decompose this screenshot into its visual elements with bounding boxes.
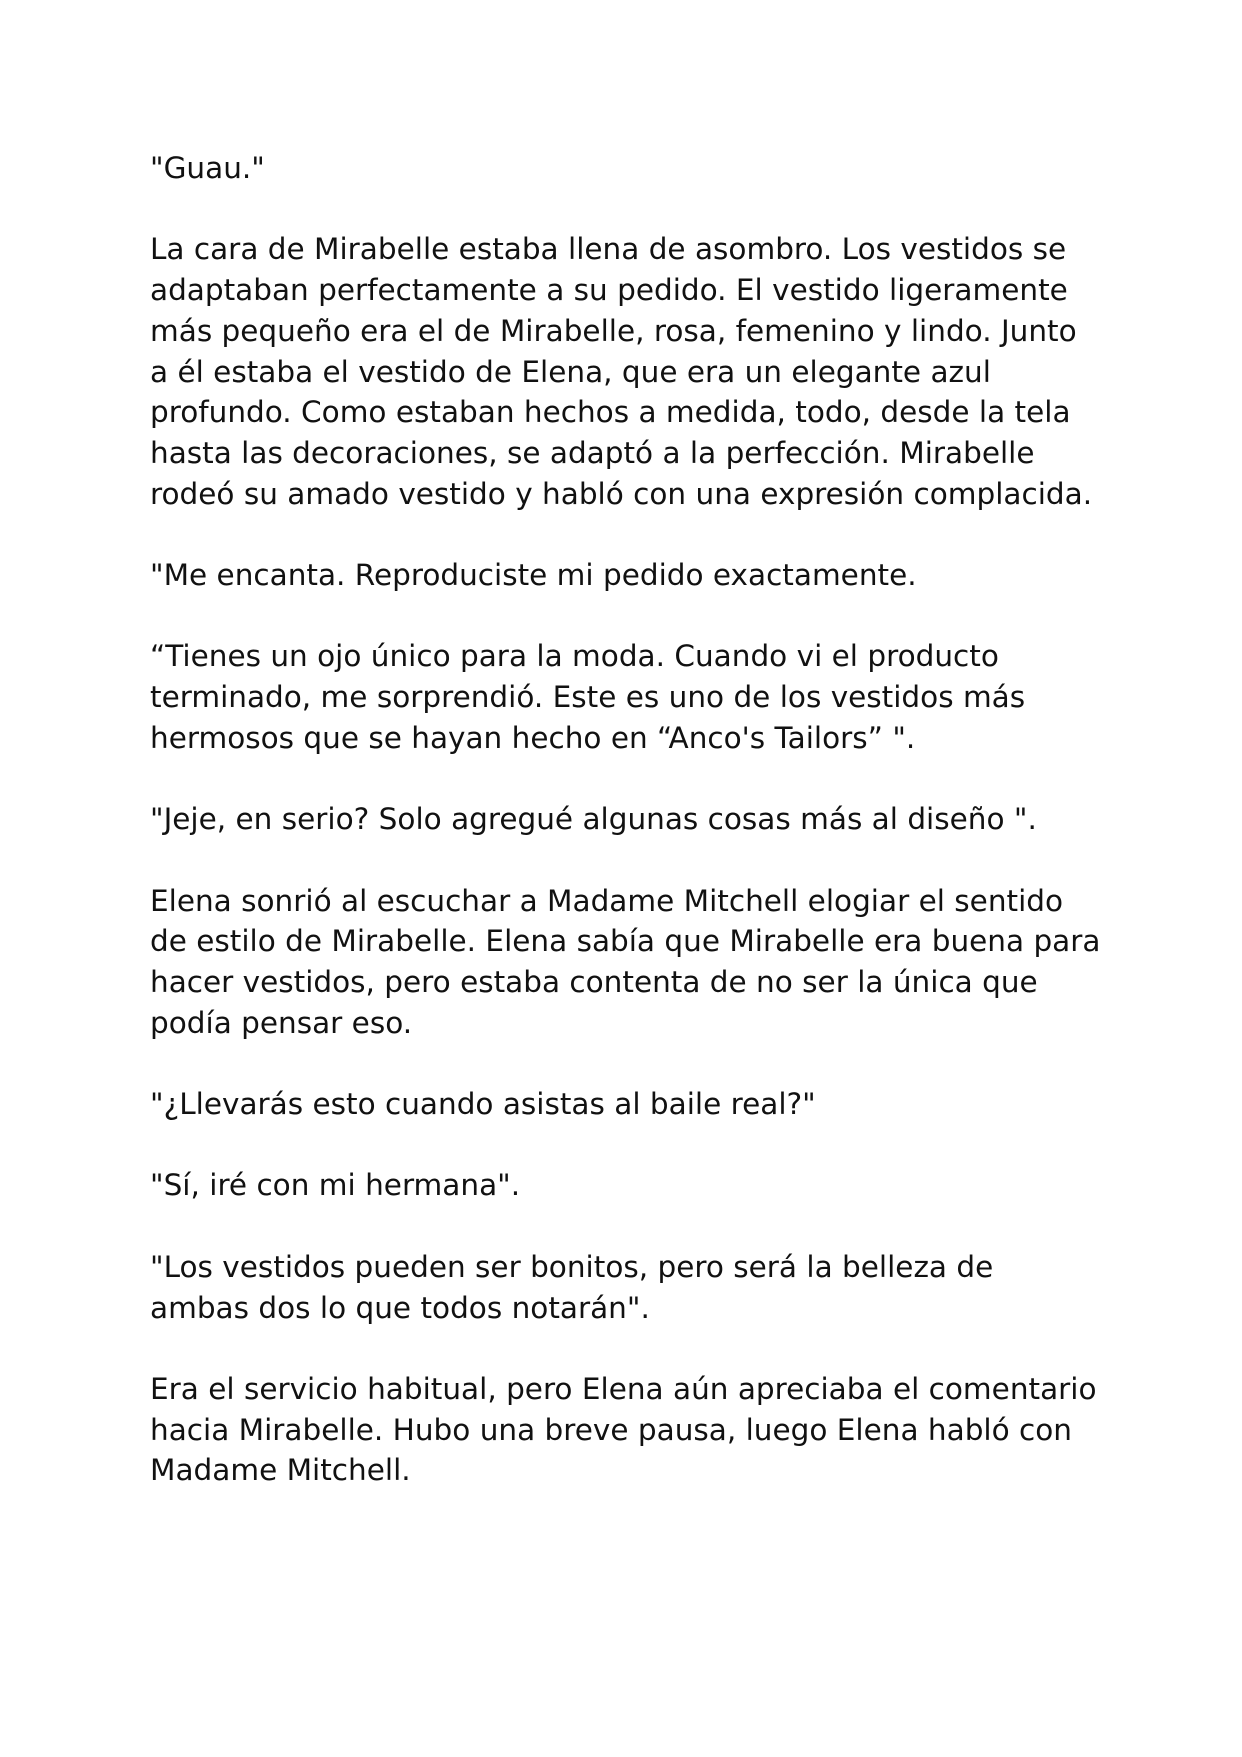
paragraph: "Guau." (150, 151, 265, 185)
paragraph: "Me encanta. Reproduciste mi pedido exactamente. (150, 558, 917, 592)
paragraph: "Sí, iré con mi hermana". (150, 1168, 521, 1203)
paragraph: "Jeje, en serio? Solo agregué algunas cosas más al diseño ". (150, 802, 1037, 837)
paragraph: "Los vestidos pueden ser bonitos, pero será la belleza de ambas dos lo que todos notarán". (150, 1249, 994, 1325)
paragraph: La cara de Mirabelle estaba llena de asombro. Los vestidos se adaptaban perfectamente a su pedido. El vestido ligeramente más pequeño era el de Mirabelle, rosa, femenino y lindo. Junto a él estaba el vestido de Elena, que era un elegante azul profundo. Como estaban hechos a medida, todo, desde la tela hasta las decoraciones, se adaptó a la perfección. Mirabelle rodeó su amado vestido y habló con una expresión complacida. (150, 232, 1093, 511)
paragraph: Elena sonrió al escuchar a Madame Mitchell elogiar el sentido de estilo de Mirabelle. Elena sabía que Mirabelle era buena para hacer vestidos, pero estaba contenta de no ser la única que podía pensar eso. (150, 883, 1101, 1040)
paragraph: “Tienes un ojo único para la moda. Cuando vi el producto terminado, me sorprendió. Este es uno de los vestidos más hermosos que se hayan hecho en “Anco's Tailors” ". (150, 639, 1026, 755)
paragraph: Era el servicio habitual, pero Elena aún apreciaba el comentario hacia Mirabelle. Hubo una breve pausa, luego Elena habló con Madame Mitchell. (150, 1371, 1097, 1488)
document-page (150, 148, 1110, 1532)
paragraph: "¿Llevarás esto cuando asistas al baile real?" (150, 1087, 816, 1122)
